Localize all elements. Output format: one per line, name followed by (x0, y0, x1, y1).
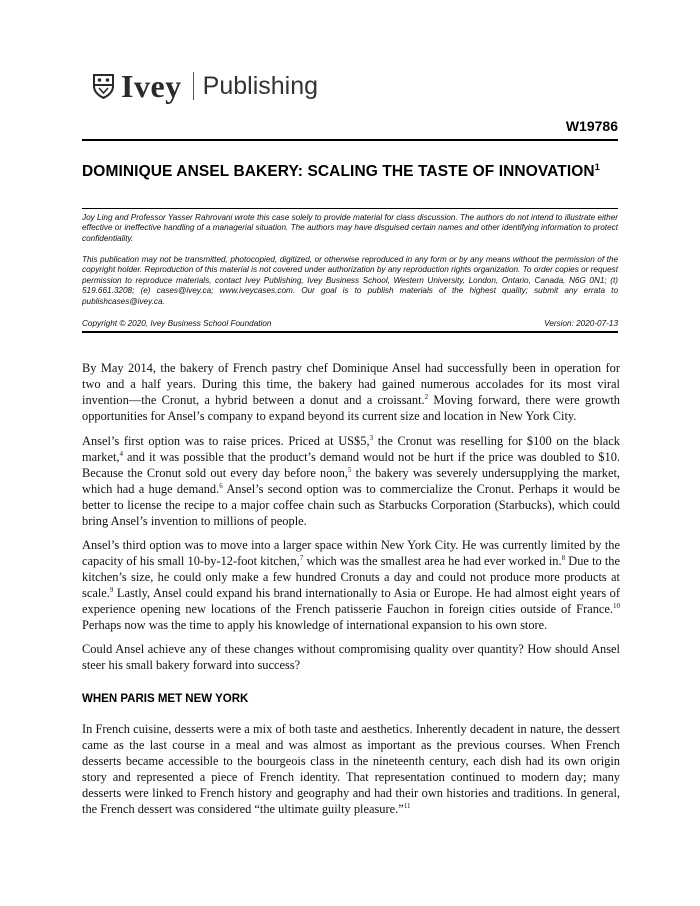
logo-publishing-text: Publishing (202, 71, 319, 100)
copyright-row (82, 319, 618, 328)
title-text: DOMINIQUE ANSEL BAKERY: SCALING THE TASTE OF INNOVATION (82, 163, 595, 181)
footnote-ref: 2 (424, 393, 429, 402)
footnote-ref: 9 (109, 586, 114, 595)
title-rule (82, 208, 618, 209)
footnote-ref: 4 (119, 449, 123, 458)
header-rule (82, 139, 618, 141)
logo-ivey-text: Ivey (121, 68, 182, 104)
page-title (82, 162, 622, 181)
footnote-ref: 6 (219, 482, 223, 491)
footnote-ref: 10 (613, 602, 620, 611)
paragraph-intro: By May 2014, the bakery of French pastry chef Dominique Ansel had successfully been in operation for two and a half years. During this time, the bakery had gained numerous accolades for its most viral invention—the Cronut, a hybrid between a donut and a croissant.$^2$ Moving forward, there were growth opportunities for Ansel’s company to expand beyond its current size and location in New York City. (82, 361, 620, 424)
footnote-ref: 8 (561, 553, 566, 562)
ivey-crest-icon (92, 73, 115, 100)
footnote-ref: 7 (299, 553, 304, 562)
section-heading: WHEN PARIS MET NEW YORK (82, 693, 249, 705)
paragraph-french-desserts: In French cuisine, desserts were a mix of both taste and aesthetics. Inherently decadent in nature, the dessert came as the last course in a meal and was almost as important as the previous courses. When French desserts became accessible to the bourgeois class in the nineteenth century, each dish had its own origin story and represented a piece of French identity. That representation continued to modern day; many desserts were linked to French history and geography and had their own histories and traditions. In general, the French dessert was considered “the ultimate guilty pleasure.”$^{11}$ (82, 722, 620, 817)
case-number: W19786 (565, 118, 618, 134)
authors-disclaimer: Joy Ling and Professor Yasser Rahrovani wrote this case solely to provide material for class discussion. The authors do not intend to illustrate either effective or ineffective handling of a managerial situation. The authors may have disguised certain names and other identifying information to protect confidentiality. (82, 213, 618, 243)
disclaimer-rule (82, 331, 618, 333)
title-footnote: 1 (594, 162, 600, 172)
rights-disclaimer: This publication may not be transmitted, photocopied, digitized, or otherwise reproduced in any form or by any means without the permission of the copyright holder. Reproduction of this material is not covered under authorization by any reproduction rights organization. To order copies or request permission to reproduce materials, contact Ivey Publishing, Ivey Business School, Western University, London, Ontario, Canada, N6G 0N1; (t) 519.661.3208; (e) cases@ivey.ca; www.iveycases.com. Our goal is to publish materials of the highest quality; submit any errata to publishcases@ivey.ca. (82, 255, 618, 306)
copyright-text: Copyright © 2020, Ivey Business School Foundation (82, 319, 272, 328)
ivey-publishing-logo (92, 66, 318, 106)
paragraph-options-1: Ansel’s first option was to raise prices. Priced at US$5,$^3$ the Cronut was reselling for $100 on the black market,$^4$ and it was possible that the product’s demand would not be hurt if the price was doubled to $10. Because the Cronut sold out every day before noon,$^5$ the bakery was severely undersupplying the market, which had a huge demand.$^6$ Ansel’s second option was to commercialize the Cronut. Perhaps it would be better to license the recipe to a major coffee chain such as Starbucks Corporation (Starbucks), which could bring Ansel’s invention to millions of people. (82, 433, 620, 529)
footnote-ref: 3 (369, 433, 374, 442)
logo-divider (193, 72, 194, 100)
paragraph-question: Could Ansel achieve any of these changes without compromising quality over quantity? How should Ansel steer his small bakery forward into success? (82, 642, 620, 673)
version-text: Version: 2020-07-13 (544, 319, 618, 328)
footnote-ref: 11 (403, 802, 411, 811)
paragraph-options-2: Ansel’s third option was to move into a larger space within New York City. He was currently limited by the capacity of his small 10-by-12-foot kitchen,$^7$ which was the smallest area he had ever worked in.$^8$ Due to the kitchen’s size, he could only make a few hundred Cronuts a day and could not produce more products at scale.$^9$ Lastly, Ansel could expand his brand internationally to Asia or Europe. He had almost eight years of experience opening new locations of the French patisserie Fauchon in foreign cities outside of France.$^{10}$ Perhaps now was the time to apply his knowledge of international expansion to his own store. (82, 538, 621, 633)
footnote-ref: 5 (347, 466, 352, 475)
